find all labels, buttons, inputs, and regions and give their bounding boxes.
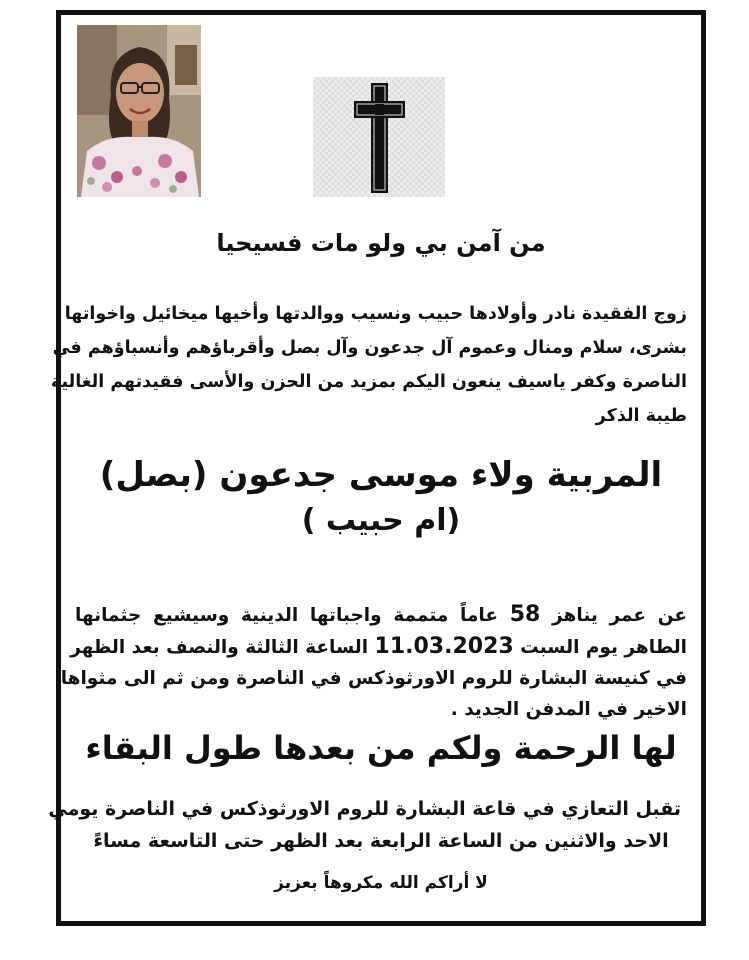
announcement-line: طيبة الذكر <box>595 406 687 426</box>
scripture-heading: من آمن بي ولو مات فسيحيا <box>216 229 546 257</box>
portrait-photo-image <box>77 25 201 197</box>
condolence-details <box>48 793 681 857</box>
mercy-phrase: لها الرحمة ولكم من بعدها طول البقاء <box>85 729 677 767</box>
age-value: 58 <box>509 602 541 627</box>
funeral-line-burial: الاخير في المدفن الجديد . <box>450 699 687 720</box>
date-prefix: الطاهر يوم السبت <box>520 637 687 658</box>
funeral-line-age <box>75 599 687 631</box>
closing-phrase: لا أراكم الله مكروهاً بعزيز <box>274 873 488 893</box>
funeral-line-church: في كنيسة البشارة للروم الاورثوذكس في الناصرة ومن ثم الى مثواها <box>60 668 687 689</box>
portrait-photo <box>77 25 201 197</box>
funeral-date: 11.03.2023 <box>374 634 514 659</box>
condolence-line: تقبل التعازي في قاعة البشارة للروم الاورثوذكس في الناصرة يومي <box>48 798 681 820</box>
announcement-line: زوج الفقيدة نادر وأولادها حبيب ونسيب ووالدتها وأخيها ميخائيل واخواتها <box>64 304 687 324</box>
funeral-details <box>60 599 687 725</box>
announcement-line: بشرى، سلام ومنال وعموم آل جدعون وآل بصل وأقرباؤهم وأنسباؤهم في <box>52 338 687 358</box>
age-prefix: عن عمر يناهز <box>552 605 687 626</box>
obituary-card <box>48 10 706 926</box>
age-suffix: عاماً متممة واجباتها الدينية وسيشيع جثمانها <box>75 605 499 626</box>
announcement-paragraph <box>50 297 687 433</box>
deceased-name: المربية ولاء موسى جدعون (بصل) <box>99 455 663 495</box>
condolence-line: الاحد والاثنين من الساعة الرابعة بعد الظهر حتى التاسعة مساءً <box>93 830 669 852</box>
cross-panel <box>313 77 445 197</box>
cross-icon <box>313 77 445 197</box>
funeral-line-date <box>70 631 687 663</box>
time-text: الساعة الثالثة والنصف بعد الظهر <box>70 637 369 658</box>
announcement-line: الناصرة وكفر ياسيف ينعون اليكم بمزيد من الحزن والأسى فقيدتهم الغالية <box>50 372 687 392</box>
deceased-nickname: (ام حبيب ) <box>301 503 461 538</box>
